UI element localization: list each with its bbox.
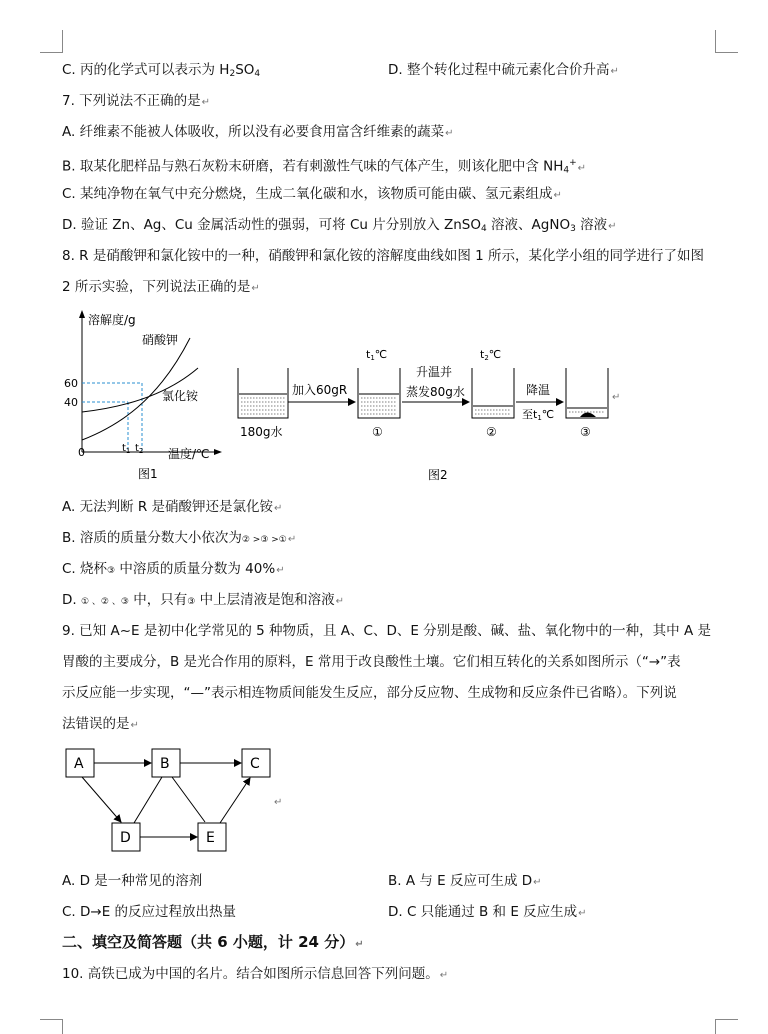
q8-option-d: D. ① 、② 、③ 中，只有③ 中上层清液是饱和溶液↵ xyxy=(62,592,344,608)
beaker-initial xyxy=(238,368,288,418)
beaker-2-label: ② xyxy=(486,425,497,439)
arrow-a-to-d xyxy=(82,777,121,822)
q8-option-b: B. 溶质的质量分数大小依次为② >③ >①↵ xyxy=(62,530,297,546)
q8-stem-line2: 2 所示实验，下列说法正确的是↵ xyxy=(62,279,260,295)
step-3-label-line2: 至t1℃ xyxy=(522,408,555,422)
q6-option-d: D. 整个转化过程中硫元素化合价升高↵ xyxy=(388,62,619,78)
q9-stem-line4: 法错误的是↵ xyxy=(62,716,139,732)
curve-label-ammonium-chloride: 氯化铵 xyxy=(162,389,199,403)
diagram-return-mark: ↵ xyxy=(274,797,283,808)
q7-option-b: B. 取某化肥样品与熟石灰粉末研磨，若有刺激性气味的气体产生，则该化肥中含 $NH_4^+↵$ xyxy=(62,158,587,176)
q9-stem-line3: 示反应能一步实现，“—”表示相连物质间能发生反应，部分反应物、生成物和反应条件已省略）。下列说 xyxy=(62,685,677,701)
step-1-label: 加入60gR xyxy=(292,383,348,397)
q8-stem-line1: 8. R 是硝酸钾和氯化铵中的一种，硝酸钾和氯化铵的溶解度曲线如图 1 所示，某化学小组的同学进行了如图 xyxy=(62,248,705,264)
q9-option-d: D. C 只能通过 B 和 E 反应生成↵ xyxy=(388,904,587,920)
q7-stem: 7. 下列说法不正确的是↵ xyxy=(62,93,211,109)
node-b-label: B xyxy=(160,756,170,772)
q7-option-a: A. 纤维素不能被人体吸收，所以没有必要食用富含纤维素的蔬菜↵ xyxy=(62,124,454,140)
beaker-3-label: ③ xyxy=(580,425,591,439)
step-2-label-line2: 蒸发80g水 xyxy=(406,385,465,399)
x-axis-arrow xyxy=(214,449,222,455)
q10-stem: 10. 高铁已成为中国的名片。结合如图所示信息回答下列问题。↵ xyxy=(62,966,449,982)
y-axis-arrow xyxy=(79,310,85,318)
arrow-e-to-c xyxy=(220,778,250,823)
q8-option-c: C. 烧杯③ 中溶质的质量分数为 40%↵ xyxy=(62,561,285,577)
corner-mark-bottom-right xyxy=(715,1019,738,1034)
node-a-label: A xyxy=(74,756,84,772)
x-axis-label: 温度/℃ xyxy=(168,447,210,461)
tick-label-t1: $t_1$ xyxy=(122,443,131,455)
q7-option-c: C. 某纯净物在氧气中充分燃烧，生成二氧化碳和水，该物质可能由碳、氢元素组成↵ xyxy=(62,186,562,202)
tick-label-60: 60 xyxy=(64,377,78,390)
beaker-2 xyxy=(472,368,514,418)
node-d-label: D xyxy=(120,830,131,846)
arrow-step-1-head xyxy=(348,398,356,406)
step-2-label-line1: 升温并 xyxy=(416,365,453,379)
figure-return-mark: ↵ xyxy=(612,392,621,403)
arrow-step-3-head xyxy=(556,398,564,406)
q8-option-a: A. 无法判断 R 是硝酸钾还是氯化铵↵ xyxy=(62,499,283,515)
origin-label: 0 xyxy=(78,446,85,459)
beaker-1-temp: t1℃ xyxy=(366,348,388,362)
q9-option-b: B. A 与 E 反应可生成 D↵ xyxy=(388,873,542,889)
q9-stem-line1: 9. 已知 A~E 是初中化学常见的 5 种物质，且 A、C、D、E 分别是酸、碱、盐、氧化物中的一种，其中 A 是 xyxy=(62,623,711,639)
link-d-b xyxy=(134,777,162,823)
corner-mark-top-left xyxy=(40,30,63,53)
beaker-1-label: ① xyxy=(372,425,383,439)
node-c-label: C xyxy=(250,756,260,772)
tick-label-t2: $t_2$ xyxy=(135,443,144,455)
q7-option-d: D. 验证 Zn、Ag、Cu 金属活动性的强弱，可将 Cu 片分别放入 ZnSO$_4$ 溶液、AgNO$_3$ 溶液↵ xyxy=(62,217,617,234)
tick-label-40: 40 xyxy=(64,396,78,409)
figure-1-caption: 图1 xyxy=(138,467,158,481)
q6-option-c: C. 丙的化学式可以表示为 $H_2SO_4$ xyxy=(62,62,261,79)
curve-label-potassium-nitrate: 硝酸钾 xyxy=(142,333,179,347)
beaker-2-temp: t2℃ xyxy=(480,348,502,362)
figure-2-caption: 图2 xyxy=(428,468,448,482)
q9-stem-line2: 胃酸的主要成分，B 是光合作用的原料，E 常用于改良酸性土壤。它们相互转化的关系如图所示（“→”表 xyxy=(62,654,681,670)
beaker-1 xyxy=(358,368,400,418)
q9-option-c: C. D→E 的反应过程放出热量 xyxy=(62,904,237,920)
figure-1-solubility-curve xyxy=(58,306,228,486)
y-axis-label: 溶解度/g xyxy=(88,313,136,327)
figure-2-experiment xyxy=(230,336,630,486)
link-b-e xyxy=(172,777,205,822)
corner-mark-top-right xyxy=(715,30,738,53)
beaker-initial-label: 180g水 xyxy=(240,425,283,439)
node-e-label: E xyxy=(206,830,215,846)
q9-relation-diagram xyxy=(60,745,300,857)
arrow-step-2-head xyxy=(462,398,470,406)
beaker-3 xyxy=(566,368,608,418)
q9-option-a: A. D 是一种常见的溶剂 xyxy=(62,873,203,889)
section-2-heading: 二、填空及简答题（共 6 小题，计 24 分）↵ xyxy=(62,933,364,951)
corner-mark-bottom-left xyxy=(40,1019,63,1034)
step-3-label-line1: 降温 xyxy=(526,383,551,397)
